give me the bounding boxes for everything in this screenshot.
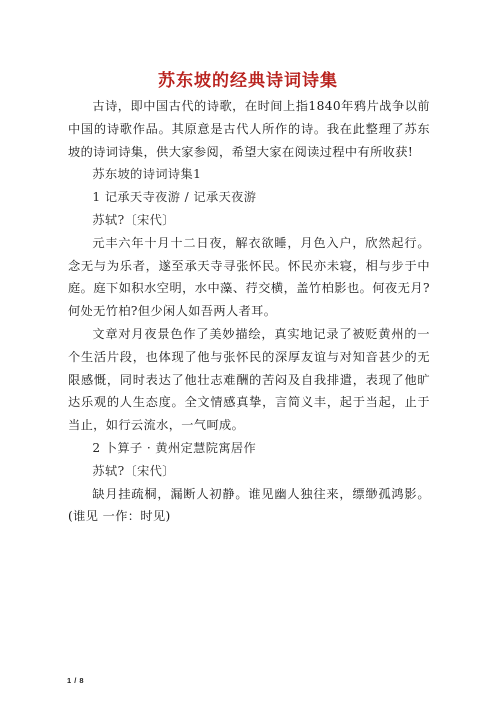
- document-body: [68, 95, 430, 528]
- poem-1-commentary: 文章对月夜景色作了美妙描绘，真实地记录了被贬黄州的一个生活片段，也体现了他与张怀民的深厚友谊与对知音甚少的无限感慨，同时表达了他壮志难酬的苦闷及自我排遣，表现了他旷达乐观的人生态度。全文情感真挚，言简义丰，起于当起，止于当止，如行云流水，一气呵成。: [68, 326, 430, 433]
- intro-paragraph: 古诗，即中国古代的诗歌，在时间上指1840年鸦片战争以前中国的诗歌作品。其原意是古代人所作的诗。我在此整理了苏东坡的诗词诗集，供大家参阅，希望大家在阅读过程中有所收获!: [68, 99, 430, 159]
- poem-1-text: 元丰六年十月十二日夜，解衣欲睡，月色入户，欣然起行。念无与为乐者，遂至承天寺寻张怀民。怀民亦未寝，相与步于中庭。庭下如积水空明，水中藻、荇交横，盖竹柏影也。何夜无月?何处无竹柏?但少闲人如吾两人者耳。: [68, 235, 430, 319]
- poem-2-author: 苏轼?〔宋代〕: [92, 463, 175, 478]
- poem-2-title: 2 卜算子 · 黄州定慧院寓居作: [92, 440, 257, 455]
- poem-1-author: 苏轼?〔宋代〕: [92, 212, 175, 227]
- poem-1-title: 1 记承天寺夜游 / 记承天夜游: [92, 190, 257, 205]
- poem-2-text: 缺月挂疏桐，漏断人初静。谁见幽人独往来，缥缈孤鸿影。(谁见 一作：时见): [68, 486, 430, 524]
- page-indicator: 1 / 8: [67, 676, 85, 685]
- page-title: 苏东坡的经典诗词诗集: [158, 71, 338, 91]
- collection-heading: 苏东坡的诗词诗集1: [92, 167, 202, 182]
